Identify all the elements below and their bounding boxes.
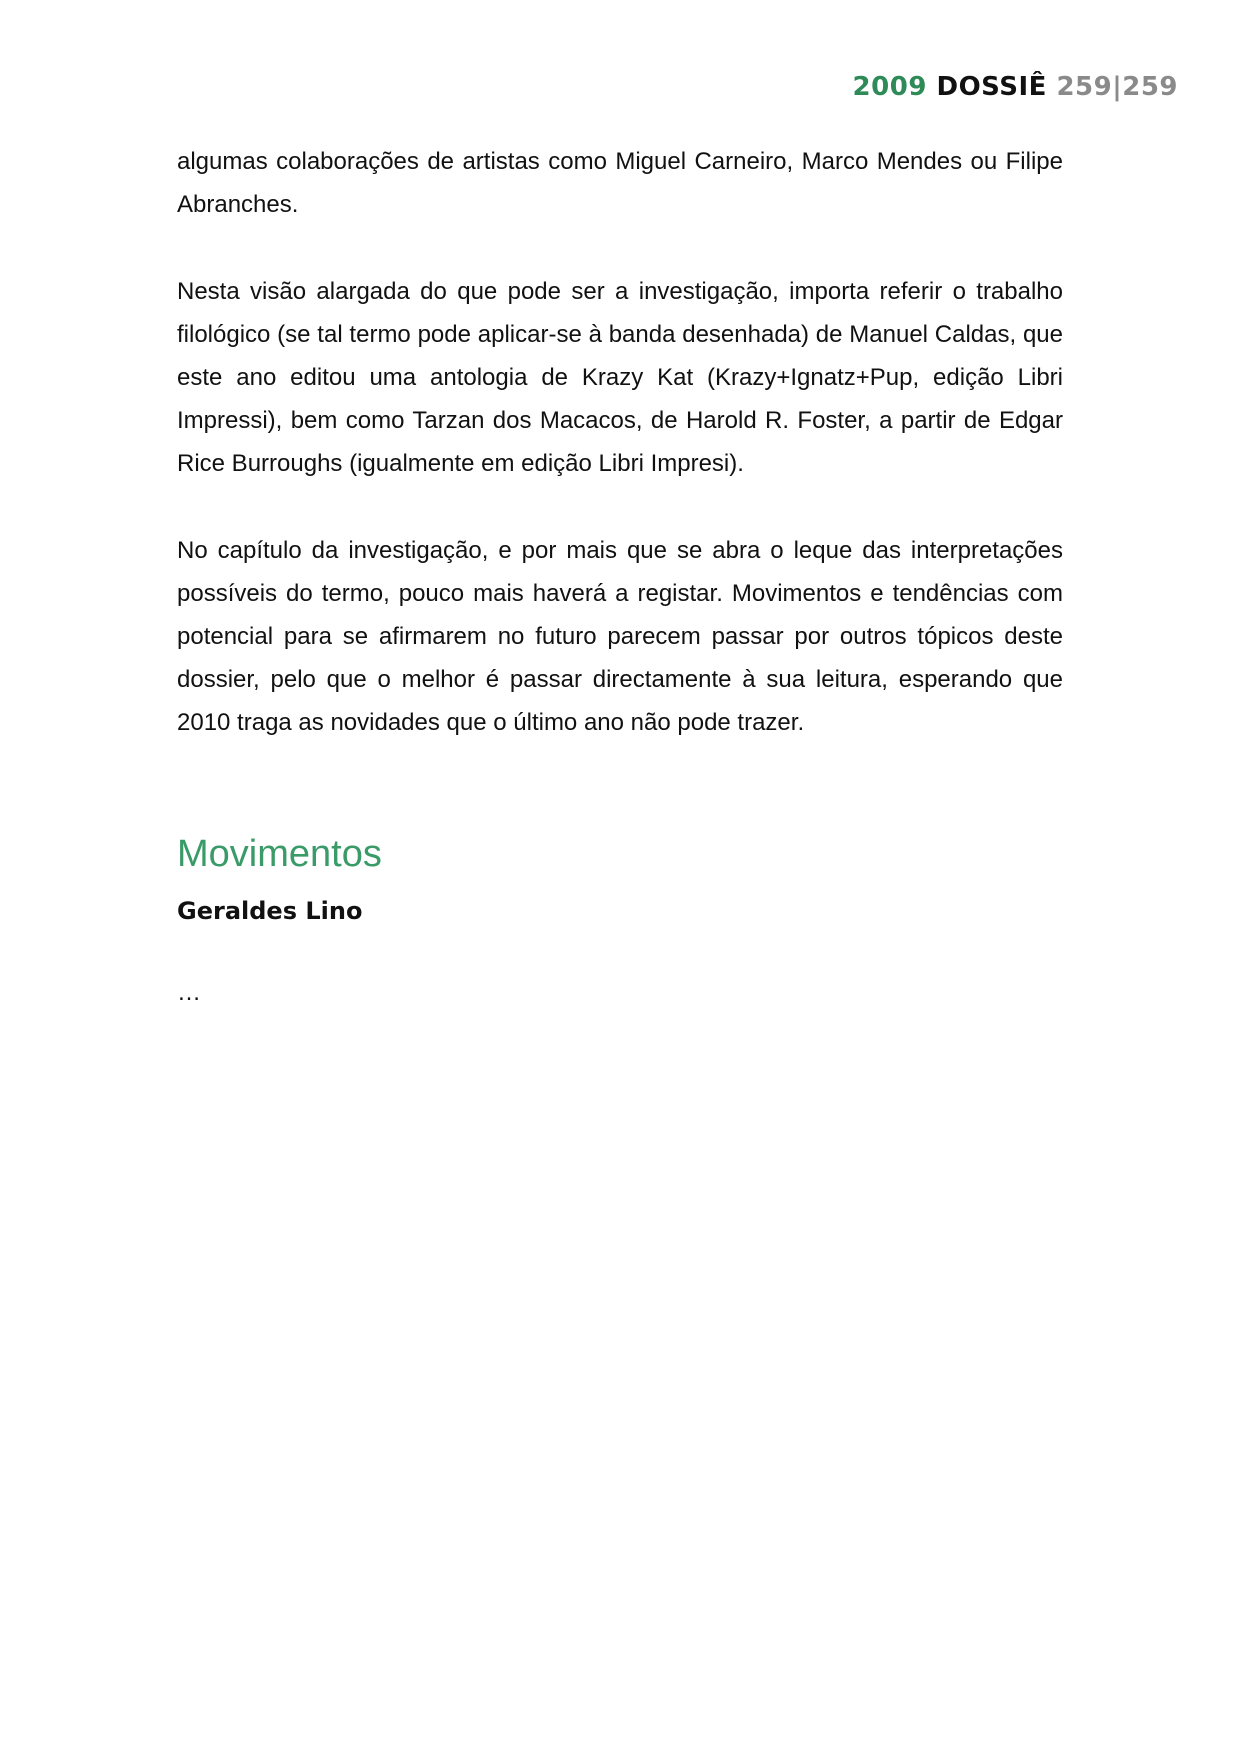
header-page-number: 259|259 — [1056, 72, 1178, 102]
paragraph: Nesta visão alargada do que pode ser a investigação, importa referir o trabalho filológico (se tal termo pode aplicar-se à banda desenhada) de Manuel Caldas, que este ano editou uma antologia de Krazy Kat (Krazy+Ignatz+Pup, edição Libri Impressi), bem como Tarzan dos Macacos, de Harold R. Foster, a partir de Edgar Rice Burroughs (igualmente em edição Libri Impresi). — [177, 278, 1063, 477]
header-year: 2009 — [852, 72, 927, 102]
running-header — [853, 72, 1178, 102]
section-heading: Movimentos — [177, 833, 382, 875]
header-title: DOSSIÊ — [936, 72, 1047, 102]
paragraph: No capítulo da investigação, e por mais que se abra o leque das interpretações possíveis do termo, pouco mais haverá a registar. Movimentos e tendências com potencial para se afirmarem no futuro parecem passar por outros tópicos deste dossier, pelo que o melhor é passar directamente à sua leitura, esperando que 2010 traga as novidades que o último ano não pode trazer. — [177, 537, 1063, 736]
section-author: Geraldes Lino — [177, 897, 363, 925]
continuation-ellipsis: … — [177, 979, 201, 1006]
body-text — [177, 140, 1063, 1008]
paragraph: algumas colaborações de artistas como Miguel Carneiro, Marco Mendes ou Filipe Abranches. — [177, 148, 1063, 218]
